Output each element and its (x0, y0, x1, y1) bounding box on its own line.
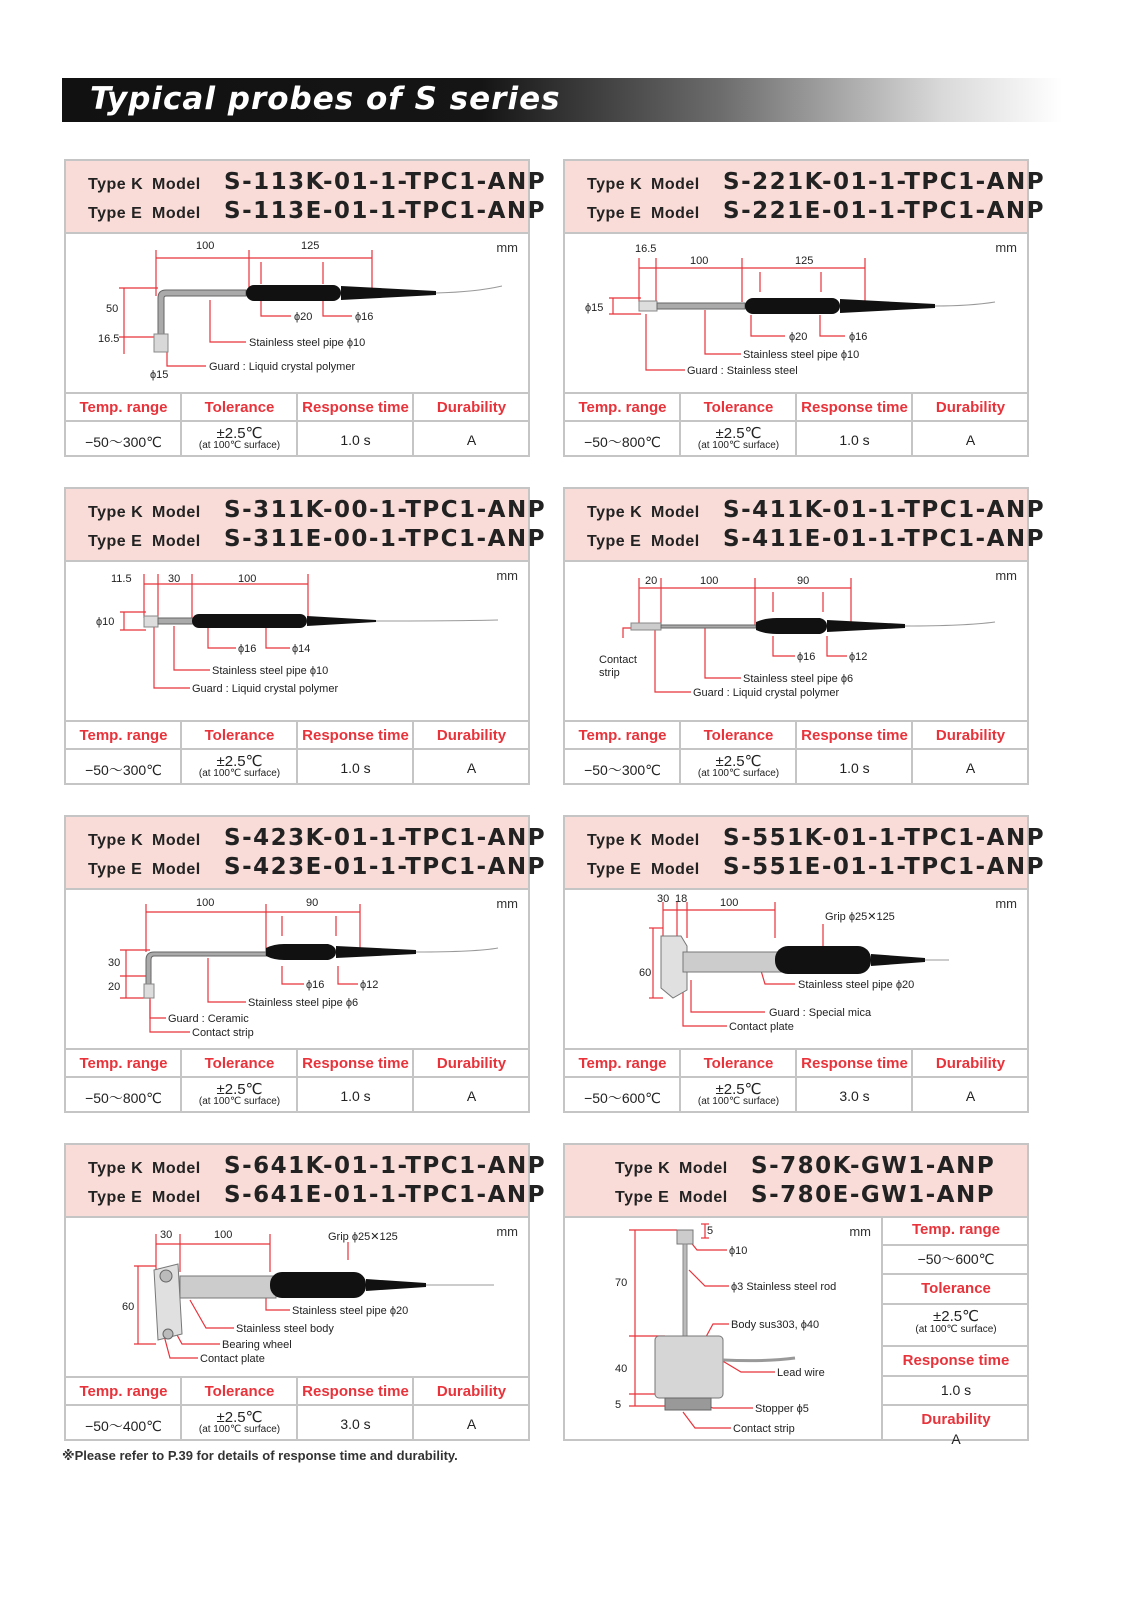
temp-range-value: −50〜300℃ (584, 762, 661, 778)
model-label: Model (152, 504, 201, 521)
type-k-label: Type K (88, 504, 144, 521)
response-time-value: 1.0 s (340, 432, 371, 448)
durability-header: Durability (414, 722, 529, 750)
spec-table (565, 720, 1027, 785)
model-label: Model (651, 205, 700, 222)
model-label: Model (651, 533, 700, 550)
model-e-number: S-113E-01-1-TPC1-ANP (224, 198, 546, 224)
probe-card-s411 (563, 487, 1046, 785)
type-e-label: Type E (88, 1189, 143, 1206)
unit-label: mm (995, 568, 1017, 583)
durability-value: A (965, 432, 976, 448)
dim-label: 20 (645, 575, 658, 587)
dim-label: 60 (639, 967, 652, 979)
tolerance-note: (at 100℃ surface) (697, 768, 780, 779)
dim-label: ϕ16 (849, 331, 868, 343)
dim-label: 100 (196, 240, 215, 252)
temp-range-header: Temp. range (883, 1216, 1029, 1246)
temp-range-value: −50〜300℃ (85, 434, 162, 450)
probe-diagram (66, 232, 528, 392)
callout-label: Guard : Liquid crystal polymer (209, 361, 356, 373)
model-e-number: S-551E-01-1-TPC1-ANP (723, 854, 1045, 880)
type-e-label: Type E (88, 861, 143, 878)
dim-label: 16.5 (98, 333, 120, 345)
probe-drawing (565, 1216, 881, 1439)
callout-label: Stainless steel pipe ϕ6 (248, 997, 359, 1009)
response-time-value: 1.0 s (883, 1377, 1029, 1406)
probe-drawing (66, 888, 528, 1048)
dim-label: ϕ10 (96, 616, 115, 628)
tolerance-note: (at 100℃ surface) (198, 768, 281, 779)
durability-header: Durability (913, 722, 1028, 750)
callout-label: Grip ϕ25✕125 (328, 1231, 398, 1243)
probe-diagram (565, 232, 1027, 392)
unit-label: mm (496, 896, 518, 911)
durability-value: A (466, 432, 477, 448)
card-header (565, 161, 1046, 234)
response-time-header: Response time (298, 394, 413, 422)
model-label: Model (152, 832, 201, 849)
model-k-number: S-641K-01-1-TPC1-ANP (224, 1153, 547, 1179)
response-time-header: Response time (797, 394, 912, 422)
tolerance-note: (at 100℃ surface) (697, 1096, 780, 1107)
durability-header: Durability (414, 1378, 529, 1406)
dim-label: 5 (615, 1399, 622, 1411)
card-header (66, 161, 547, 234)
dim-label: ϕ12 (849, 651, 868, 663)
tolerance-value: ±2.5℃ (216, 1081, 263, 1098)
callout-label: Guard : Special mica (769, 1007, 872, 1019)
callout-label: Contact plate (200, 1353, 265, 1365)
durability-header: Durability (414, 394, 529, 422)
dim-label: ϕ16 (238, 643, 257, 655)
model-label: Model (152, 861, 201, 878)
dim-label: 60 (122, 1301, 135, 1313)
response-time-header: Response time (797, 1050, 912, 1078)
tolerance-value: ±2.5℃ (216, 425, 263, 442)
model-label: Model (152, 205, 201, 222)
callout-label: Stainless steel pipe ϕ20 (798, 979, 915, 991)
durability-header: Durability (414, 1050, 529, 1078)
dim-label: ϕ16 (797, 651, 816, 663)
callout-label: Body sus303, ϕ40 (731, 1319, 820, 1331)
tolerance-note: (at 100℃ surface) (697, 440, 780, 451)
type-k-label: Type K (587, 504, 643, 521)
probe-diagram (66, 560, 528, 720)
temp-range-value: −50〜300℃ (85, 762, 162, 778)
unit-label: mm (849, 1224, 871, 1239)
tolerance-header: Tolerance (182, 1050, 297, 1078)
dim-label: ϕ16 (306, 979, 325, 991)
response-time-value: 1.0 s (340, 760, 371, 776)
probe-diagram (66, 888, 528, 1048)
model-label: Model (651, 504, 700, 521)
probe-drawing (565, 888, 1027, 1048)
card-header (565, 489, 1046, 562)
tolerance-value: ±2.5℃ (715, 753, 762, 770)
callout-label: Contact (599, 654, 637, 666)
type-k-label: Type K (88, 1160, 144, 1177)
callout-label: Contact strip (733, 1423, 795, 1435)
dim-label: ϕ15 (150, 369, 169, 381)
model-k-number: S-221K-01-1-TPC1-ANP (723, 169, 1046, 195)
tolerance-value: ±2.5℃ (216, 753, 263, 770)
callout-label: Stainless steel body (236, 1323, 334, 1335)
probe-diagram (565, 888, 1027, 1048)
unit-label: mm (496, 240, 518, 255)
temp-range-value: −50〜600℃ (883, 1246, 1029, 1275)
dim-label: ϕ14 (292, 643, 311, 655)
tolerance-note: (at 100℃ surface) (198, 440, 281, 451)
dim-label: 90 (797, 575, 810, 587)
temp-range-value: −50〜400℃ (85, 1418, 162, 1434)
model-label: Model (651, 861, 700, 878)
model-label: Model (152, 1160, 201, 1177)
dim-label: ϕ15 (585, 302, 604, 314)
temp-range-header: Temp. range (66, 394, 181, 422)
durability-value: A (951, 1431, 961, 1447)
response-time-header: Response time (797, 722, 912, 750)
type-e-label: Type E (587, 861, 642, 878)
temp-range-header: Temp. range (565, 1050, 680, 1078)
callout-label: Bearing wheel (222, 1339, 292, 1351)
card-header (565, 817, 1046, 890)
durability-value: A (965, 760, 976, 776)
callout-label: ϕ3 Stainless steel rod (731, 1281, 837, 1293)
dim-label: 125 (795, 255, 814, 267)
callout-label: Grip ϕ25✕125 (825, 911, 895, 923)
type-k-label: Type K (587, 832, 643, 849)
model-e-number: S-780E-GW1-ANP (751, 1182, 996, 1208)
response-time-value: 1.0 s (340, 1088, 371, 1104)
unit-label: mm (496, 568, 518, 583)
card-header (66, 489, 547, 562)
dim-label: 100 (196, 897, 215, 909)
temp-range-value: −50〜800℃ (584, 434, 661, 450)
probe-card-s221 (563, 159, 1046, 457)
probe-drawing (565, 232, 1027, 392)
probe-card-s423 (64, 815, 547, 1113)
card-header (66, 1145, 547, 1218)
card-header (565, 1145, 1027, 1218)
dim-label: 30 (108, 957, 121, 969)
spec-table (565, 392, 1027, 457)
temp-range-header: Temp. range (565, 394, 680, 422)
type-e-label: Type E (587, 205, 642, 222)
tolerance-header: Tolerance (681, 394, 796, 422)
type-e-label: Type E (615, 1189, 670, 1206)
tolerance-header: Tolerance (883, 1275, 1029, 1305)
dim-label: 5 (707, 1225, 714, 1237)
type-k-label: Type K (88, 832, 144, 849)
callout-label: Contact plate (729, 1021, 794, 1033)
durability-header: Durability (913, 1050, 1028, 1078)
dim-label: ϕ20 (294, 311, 313, 323)
spec-column (881, 1216, 1029, 1447)
spec-table (66, 392, 528, 457)
tolerance-value: ±2.5℃ (715, 1081, 762, 1098)
probe-diagram (565, 560, 1027, 720)
durability-value: A (466, 1088, 477, 1104)
temp-range-header: Temp. range (66, 1378, 181, 1406)
dim-label: 100 (720, 897, 739, 909)
probe-card-s113 (64, 159, 547, 457)
probe-drawing (565, 560, 1027, 720)
tolerance-header: Tolerance (182, 722, 297, 750)
durability-value: A (466, 1416, 477, 1432)
dim-label: 100 (690, 255, 709, 267)
temp-range-header: Temp. range (66, 1050, 181, 1078)
model-e-number: S-411E-01-1-TPC1-ANP (723, 526, 1045, 552)
probe-card-s551 (563, 815, 1046, 1113)
callout-label: Lead wire (777, 1367, 825, 1379)
dim-label: ϕ20 (789, 331, 808, 343)
dim-label: 100 (214, 1229, 233, 1241)
probe-drawing (66, 232, 528, 392)
model-label: Model (152, 1189, 201, 1206)
dim-label: ϕ12 (360, 979, 379, 991)
spec-table (66, 720, 528, 785)
dim-label: 11.5 (111, 573, 132, 585)
footnote: ※Please refer to P.39 for details of response time and durability. (62, 1448, 458, 1463)
response-time-value: 1.0 s (839, 760, 870, 776)
page-title: Typical probes of S series (90, 81, 561, 117)
dim-label: 40 (615, 1363, 628, 1375)
tolerance-value: ±2.5℃ (933, 1308, 979, 1325)
tolerance-value: ±2.5℃ (715, 425, 762, 442)
tolerance-value: ±2.5℃ (216, 1409, 263, 1426)
callout-label: Stopper ϕ5 (755, 1403, 809, 1415)
dim-label: 125 (301, 240, 320, 252)
callout-label: Contact strip (192, 1027, 254, 1039)
dim-label: 30 (168, 573, 181, 585)
tolerance-note: (at 100℃ surface) (915, 1324, 997, 1335)
tolerance-header: Tolerance (182, 1378, 297, 1406)
dim-label: ϕ16 (355, 311, 374, 323)
model-label: Model (651, 832, 700, 849)
callout-label: Stainless steel pipe ϕ6 (743, 673, 854, 685)
model-k-number: S-113K-01-1-TPC1-ANP (224, 169, 547, 195)
probe-card-s780 (563, 1143, 1029, 1447)
durability-header: Durability (921, 1411, 991, 1428)
model-label: Model (651, 176, 700, 193)
unit-label: mm (496, 1224, 518, 1239)
dim-label: 16.5 (635, 243, 657, 255)
tolerance-note: (at 100℃ surface) (198, 1424, 281, 1435)
model-k-number: S-311K-00-1-TPC1-ANP (224, 497, 547, 523)
model-e-number: S-641E-01-1-TPC1-ANP (224, 1182, 546, 1208)
probe-drawing (66, 1216, 528, 1376)
response-time-value: 1.0 s (839, 432, 870, 448)
probe-diagram (565, 1216, 881, 1439)
spec-table (66, 1376, 528, 1441)
callout-label: Stainless steel pipe ϕ10 (249, 337, 366, 349)
callout-label: Stainless steel pipe ϕ20 (292, 1305, 409, 1317)
callout-label: Guard : Stainless steel (687, 365, 798, 377)
dim-label: 90 (306, 897, 319, 909)
dim-label: 18 (675, 893, 688, 905)
unit-label: mm (995, 896, 1017, 911)
tolerance-note: (at 100℃ surface) (198, 1096, 281, 1107)
callout-label: Stainless steel pipe ϕ10 (212, 665, 329, 677)
callout-label: ϕ10 (729, 1245, 748, 1257)
model-label: Model (679, 1160, 728, 1177)
dim-label: 70 (615, 1277, 628, 1289)
tolerance-header: Tolerance (182, 394, 297, 422)
callout-label: Stainless steel pipe ϕ10 (743, 349, 860, 361)
response-time-header: Response time (298, 1050, 413, 1078)
tolerance-header: Tolerance (681, 722, 796, 750)
spec-table (565, 1048, 1027, 1113)
dim-label: 20 (108, 981, 121, 993)
model-label: Model (679, 1189, 728, 1206)
model-label: Model (152, 176, 201, 193)
type-k-label: Type K (587, 176, 643, 193)
probe-card-s311 (64, 487, 547, 785)
model-k-number: S-780K-GW1-ANP (751, 1153, 996, 1179)
response-time-value: 3.0 s (839, 1088, 870, 1104)
model-k-number: S-423K-01-1-TPC1-ANP (224, 825, 547, 851)
response-time-header: Response time (883, 1347, 1029, 1377)
durability-header: Durability (913, 394, 1028, 422)
dim-label: 100 (238, 573, 257, 585)
temp-range-header: Temp. range (565, 722, 680, 750)
response-time-value: 3.0 s (340, 1416, 371, 1432)
callout-label: Guard : Liquid crystal polymer (192, 683, 339, 695)
type-e-label: Type E (587, 533, 642, 550)
probe-diagram (66, 1216, 528, 1376)
tolerance-header: Tolerance (681, 1050, 796, 1078)
durability-value: A (965, 1088, 976, 1104)
model-k-number: S-551K-01-1-TPC1-ANP (723, 825, 1046, 851)
unit-label: mm (995, 240, 1017, 255)
dim-label: 100 (700, 575, 719, 587)
response-time-header: Response time (298, 722, 413, 750)
model-e-number: S-221E-01-1-TPC1-ANP (723, 198, 1045, 224)
page-title-bar (62, 78, 1062, 122)
dim-label: 30 (160, 1229, 173, 1241)
dim-label: 30 (657, 893, 670, 905)
card-header (66, 817, 547, 890)
callout-label: Guard : Liquid crystal polymer (693, 687, 840, 699)
callout-label: Guard : Ceramic (168, 1013, 249, 1025)
response-time-header: Response time (298, 1378, 413, 1406)
model-e-number: S-311E-00-1-TPC1-ANP (224, 526, 546, 552)
type-k-label: Type K (88, 176, 144, 193)
type-e-label: Type E (88, 533, 143, 550)
type-e-label: Type E (88, 205, 143, 222)
type-k-label: Type K (615, 1160, 671, 1177)
spec-table (66, 1048, 528, 1113)
durability-value: A (466, 760, 477, 776)
callout-label: strip (599, 667, 620, 679)
probe-card-s641 (64, 1143, 547, 1441)
temp-range-value: −50〜800℃ (85, 1090, 162, 1106)
temp-range-header: Temp. range (66, 722, 181, 750)
dim-label: 50 (106, 303, 119, 315)
temp-range-value: −50〜600℃ (584, 1090, 661, 1106)
model-e-number: S-423E-01-1-TPC1-ANP (224, 854, 546, 880)
model-label: Model (152, 533, 201, 550)
probe-drawing (66, 560, 528, 720)
model-k-number: S-411K-01-1-TPC1-ANP (723, 497, 1046, 523)
